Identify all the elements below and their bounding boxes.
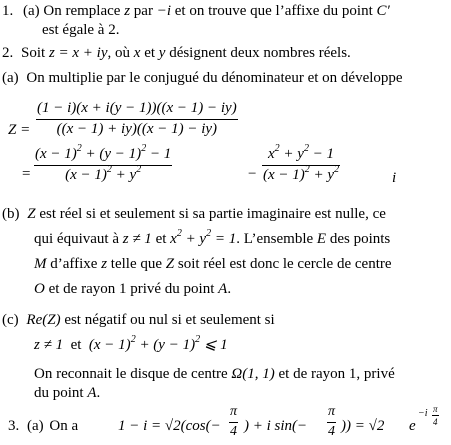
item-2b-line-3: M d’affixe z telle que Z soit réel est donc le cercle de centre — [34, 256, 392, 272]
equation-2-fraction-1: $(x - 1)^2 + (y - 1)^2 - 1$ $(x - 1)^2 + y^2$ — [35, 143, 172, 184]
equation-2-fraction-2: $x^2 + y^2 - 1$ $(x - 1)^2 + y^2$ — [263, 143, 340, 184]
item-2b-line-1: (b) Z est réel si et seulement si sa partie imaginaire est nulle, ce — [2, 206, 386, 222]
equation-2-eqsign: = — [22, 166, 31, 182]
item-2-line: 2. Soit z = x + iy, où x et y désignent deux nombres réels. — [2, 45, 351, 61]
item-2c-line-1: (c) Re(Z) est négatif ou nul si et seulement si — [2, 312, 275, 328]
item-3-line: 3. (a) On a — [8, 418, 79, 434]
item-2a-line: (a) On multiplie par le conjugué du dénominateur et on développe — [2, 70, 403, 86]
item-3-exponent: −i — [418, 408, 428, 419]
item-2c-line-4: du point A. — [34, 385, 101, 401]
item-3-expression-c: )) = √2 — [341, 418, 385, 434]
equation-1-lhs: Z = — [8, 122, 31, 138]
item-3-exponential: e — [409, 418, 416, 434]
item-2b-label: (b) — [2, 206, 20, 222]
item-3a-label: (a) — [27, 418, 44, 434]
item-3-pi-over-4-second: π 4 — [328, 404, 336, 440]
item-2b-line-4: O et de rayon 1 privé du point A. — [34, 281, 232, 297]
item-1-line: 1. (a) On remplace z par −i et on trouve que l’affixe du point C′ — [2, 3, 390, 19]
equation-1-denominator: ((x − 1) + iy)((x − 1) − iy) — [56, 121, 218, 138]
item-2c-line-3: On reconnait le disque de centre Ω(1, 1) et de rayon 1, privé — [34, 366, 395, 382]
equation-2-minus: − — [248, 166, 257, 182]
equation-2-i: i — [392, 170, 397, 186]
item-2-number: 2. — [2, 45, 14, 61]
equation-1-numerator: (1 − i)(x + i(y − 1))((x − 1) − iy) — [37, 100, 237, 116]
item-3-expression-b: ) + i sin(− — [244, 418, 308, 434]
item-2c-label: (c) — [2, 312, 19, 328]
item-3-number: 3. — [8, 418, 20, 434]
item-1-number: 1. — [2, 3, 14, 19]
item-2a-label: (a) — [2, 70, 19, 86]
item-1-line-2: est égale à 2. — [42, 22, 120, 38]
item-2b-line-2: qui équivaut à z ≠ 1 et $x^2 + y^2 = 1$. L’ensemble E des points — [34, 228, 391, 247]
equation-1-fraction — [36, 100, 238, 139]
item-3-exponent-fraction: π 4 — [433, 404, 438, 428]
item-3-pi-over-4-first: π 4 — [230, 404, 238, 440]
item-3-expression-a: 1 − i = √2(cos(− — [118, 418, 221, 434]
item-1a-label: (a) — [23, 3, 40, 19]
item-2c-line-2: z ≠ 1 et $(x - 1)^2 + (y - 1)^2$ ⩽ 1 — [34, 334, 228, 353]
